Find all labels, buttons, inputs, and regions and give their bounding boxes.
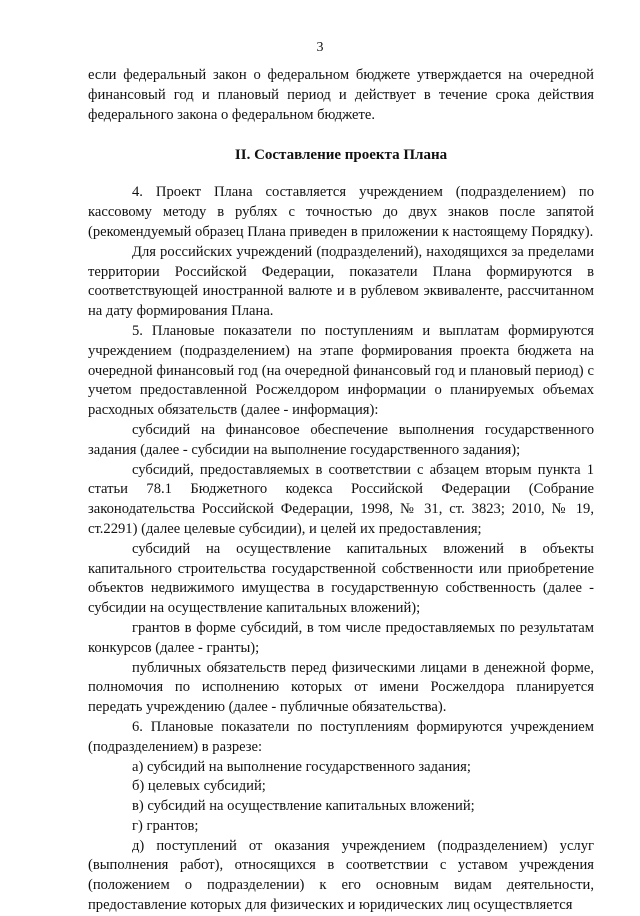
list-item-target-subsidies: субсидий, предоставляемых в соответствии с абзацем вторым пункта 1 статьи 78.1 Бюджетного кодекса Российской Федерации (Собрание законодательства Российской Федерации, 1998, № 31, ст. 3823; 2010, № 19, ст.2291) (далее целевые субсидии), и целей их предоставления; — [88, 461, 594, 537]
document-body — [88, 66, 594, 916]
list-item-b: б) целевых субсидий; — [132, 778, 266, 795]
paragraph-6: 6. Плановые показатели по поступлениям формируются учреждением (подразделением) в разрезе: — [88, 718, 594, 755]
paragraph-5: 5. Плановые показатели по поступлениям и выплатам формируются учреждением (подразделением) на этапе формирования проекта бюджета на очередной финансовый год (на очередной финансовый год и плановый период) с учетом предоставленной Росжелдором информации о планируемых объемах расходных обязательств (далее - информация): — [88, 322, 594, 419]
list-item-a: а) субсидий на выполнение государственного задания; — [132, 758, 471, 775]
list-item-grants: грантов в форме субсидий, в том числе предоставляемых по результатам конкурсов (далее - гранты); — [88, 619, 594, 656]
paragraph-foreign-institutions: Для российских учреждений (подразделений), находящихся за пределами территории Российской Федерации, показатели Плана формируются в соответствующей иностранной валюте и в рублевом эквиваленте, рассчитанном на дату формирования Плана. — [88, 243, 594, 320]
paragraph-continuation: если федеральный закон о федеральном бюджете утверждается на очередной финансовый год и плановый период и действует в течение срока действия федерального закона о федеральном бюджете. — [88, 67, 594, 123]
list-item-g: г) грантов; — [132, 817, 199, 834]
paragraph-4: 4. Проект Плана составляется учреждением (подразделением) по кассовому методу в рублях с точностью до двух знаков после запятой (рекомендуемый образец Плана приведен в приложении к настоящему Порядку). — [88, 184, 594, 240]
list-item-state-task-subsidies: субсидий на финансовое обеспечение выполнения государственного задания (далее - субсидии на выполнение государственного задания); — [88, 421, 594, 458]
list-item-d: д) поступлений от оказания учреждением (подразделением) услуг (выполнения работ), относящихся в соответствии с уставом учреждения (положением о подразделении) к его основным видам деятельности, предоставление которых для физических и юридических лиц осуществляется — [88, 837, 594, 914]
page-number: 3 — [316, 40, 324, 55]
list-item-v: в) субсидий на осуществление капитальных вложений; — [132, 798, 475, 815]
list-item-capital-investment-subsidies: субсидий на осуществление капитальных вложений в объекты капитального строительства государственной собственности или приобретение объектов недвижимого имущества в государственную собственность (далее - субсидии на осуществление капитальных вложений); — [88, 540, 594, 617]
list-item-public-obligations: публичных обязательств перед физическими лицами в денежной форме, полномочия по исполнению которых от имени Росжелдора планируется передать учреждению (далее - публичные обязательства). — [88, 659, 594, 716]
section-heading: II. Составление проекта Плана — [234, 147, 448, 164]
